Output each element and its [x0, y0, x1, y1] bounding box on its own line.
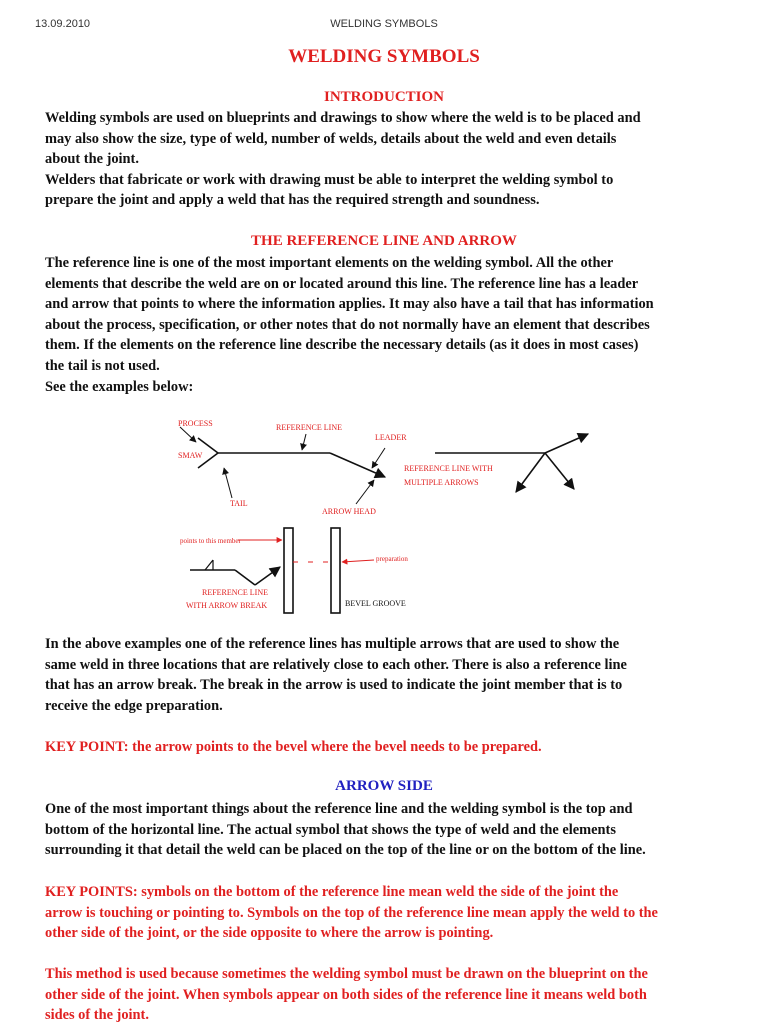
- text-line: bottom of the horizontal line. The actual symbol that shows the type of weld and the elements: [45, 821, 616, 838]
- header-date: 13.09.2010: [35, 18, 91, 30]
- arrow-side-heading: ARROW SIDE: [335, 778, 433, 794]
- label-tail: TAIL: [230, 499, 248, 508]
- text-line: See the examples below:: [45, 378, 194, 395]
- introduction-heading: INTRODUCTION: [323, 89, 444, 105]
- label-process: PROCESS: [178, 419, 213, 428]
- document-title: WELDING SYMBOLS: [288, 46, 480, 67]
- text-line: other side of the joint. When symbols appear on both sides of the reference line it means weld both: [45, 986, 647, 1003]
- label-reference-line: REFERENCE LINE: [276, 423, 342, 432]
- text-line: One of the most important things about the reference line and the welding symbol is the top and: [45, 801, 633, 817]
- text-line: receive the edge preparation.: [45, 697, 223, 714]
- reference-line-example: [178, 419, 407, 516]
- text-line: other side of the joint, or the side opposite to where the arrow is pointing.: [45, 925, 494, 942]
- label-arrow-head: ARROW HEAD: [322, 507, 376, 516]
- label-bevel-groove: BEVEL GROOVE: [345, 599, 406, 608]
- text-line: In the above examples one of the reference lines has multiple arrows that are used to show the: [45, 636, 620, 652]
- examples-text: [45, 634, 725, 716]
- text-line: The reference line is one of the most important elements on the welding symbol. All the other: [45, 255, 614, 271]
- text-line: about the process, specification, or other notes that do not normally have an element that describes: [45, 316, 650, 333]
- arrow-side-text: [45, 799, 725, 861]
- text-line: the tail is not used.: [45, 357, 160, 374]
- reference-line-heading: THE REFERENCE LINE AND ARROW: [251, 233, 517, 249]
- text-line: and arrow that points to where the information applies. It may also have a tail that has information: [45, 296, 654, 313]
- header-title: WELDING SYMBOLS: [330, 18, 438, 30]
- text-line: prepare the joint and apply a weld that has the required strength and soundness.: [45, 192, 540, 209]
- method-text: [45, 964, 725, 1026]
- label-arrow-break-2: WITH ARROW BREAK: [186, 601, 268, 610]
- label-preparation: preparation: [376, 555, 408, 563]
- text-line: may also show the size, type of weld, number of welds, details about the weld and even details: [45, 130, 617, 147]
- text-line: sides of the joint.: [45, 1007, 149, 1024]
- text-line: that has an arrow break. The break in the arrow is used to indicate the joint member that is to: [45, 677, 623, 694]
- text-line: surrounding it that detail the weld can be placed on the top of the line or on the bottom of the line.: [45, 842, 646, 859]
- key-points-sides: [45, 882, 725, 944]
- text-line: Welders that fabricate or work with drawing must be able to interpret the welding symbol to: [45, 171, 614, 188]
- text-line: Welding symbols are used on blueprints and drawings to show where the weld is to be placed and: [45, 110, 641, 126]
- text-line: elements that describe the weld are on or located around this line. The reference line has a leader: [45, 275, 639, 292]
- label-arrow-break-1: REFERENCE LINE: [202, 588, 268, 597]
- text-line: about the joint.: [45, 151, 139, 168]
- label-multiple-arrows-2: MULTIPLE ARROWS: [404, 478, 479, 487]
- welding-symbol-diagram: [0, 410, 768, 620]
- text-line: arrow is touching or pointing to. Symbols on the top of the reference line mean apply the weld to the: [45, 904, 658, 921]
- introduction-text: [45, 108, 725, 211]
- label-leader: LEADER: [375, 433, 407, 442]
- reference-line-text: [45, 253, 725, 397]
- text-line: them. If the elements on the reference line describe the necessary details (as it does in most cases): [45, 337, 639, 354]
- text-line: same weld in three locations that are relatively close to each other. There is also a reference line: [45, 656, 627, 673]
- arrow-break-example: [180, 528, 408, 613]
- label-smaw: SMAW: [178, 451, 203, 460]
- text-line: This method is used because sometimes the welding symbol must be drawn on the blueprint on the: [45, 966, 648, 982]
- label-multiple-arrows-1: REFERENCE LINE WITH: [404, 464, 493, 473]
- key-point-bevel: KEY POINT: the arrow points to the bevel where the bevel needs to be prepared.: [45, 739, 542, 755]
- label-points-to-member: points to this member: [180, 537, 241, 545]
- multiple-arrows-example: [404, 434, 588, 492]
- text-line: KEY POINTS: symbols on the bottom of the reference line mean weld the side of the joint the: [45, 884, 619, 900]
